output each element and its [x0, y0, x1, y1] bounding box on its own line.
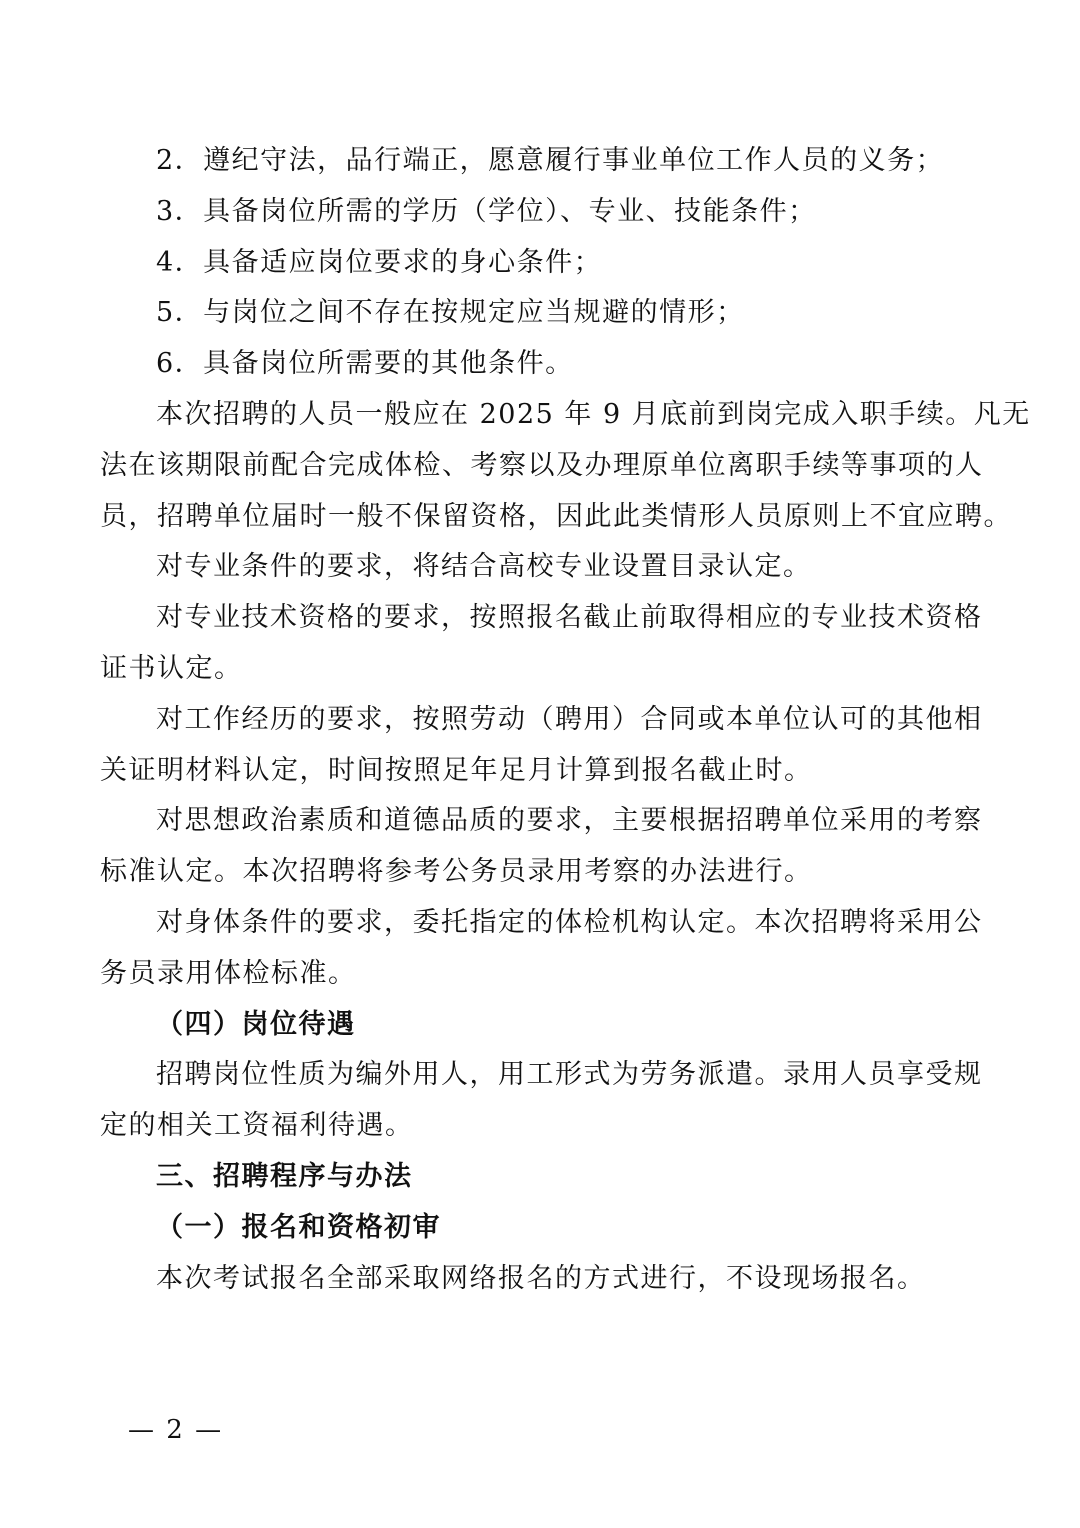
- document-body: [100, 136, 1031, 1304]
- paragraph-onboarding-line-1: 本次招聘的人员一般应在 2025 年 9 月底前到岗完成入职手续。凡无: [156, 398, 1031, 430]
- paragraph-onboarding-line-3: 员，招聘单位届时一般不保留资格，因此此类情形人员原则上不宜应聘。: [100, 500, 1012, 532]
- paragraph-experience-line-1: 对工作经历的要求，按照劳动（聘用）合同或本单位认可的其他相: [156, 703, 983, 735]
- condition-item-2: 2．遵纪守法，品行端正，愿意履行事业单位工作人员的义务；: [156, 145, 945, 176]
- condition-item-5: 5．与岗位之间不存在按规定应当规避的情形；: [156, 297, 745, 329]
- section-heading-registration: （一）报名和资格初审: [156, 1211, 441, 1243]
- section-heading-procedure: 三、招聘程序与办法: [156, 1160, 413, 1192]
- paragraph-health-line-2: 务员录用体检标准。: [100, 957, 357, 989]
- paragraph-ethics-line-2: 标准认定。本次招聘将参考公务员录用考察的办法进行。: [100, 856, 813, 888]
- paragraph-qualification-line-2: 证书认定。: [100, 652, 243, 684]
- paragraph-major-requirement: 对专业条件的要求，将结合高校专业设置目录认定。: [156, 551, 812, 583]
- paragraph-onboarding-line-2: 法在该期限前配合完成体检、考察以及办理原单位离职手续等事项的人: [100, 449, 984, 481]
- section-heading-benefits: （四）岗位待遇: [156, 1008, 356, 1040]
- paragraph-ethics-line-1: 对思想政治素质和道德品质的要求，主要根据招聘单位采用的考察: [156, 805, 983, 837]
- paragraph-registration: 本次考试报名全部采取网络报名的方式进行，不设现场报名。: [156, 1262, 926, 1294]
- condition-item-4: 4．具备适应岗位要求的身心条件；: [156, 246, 603, 278]
- condition-item-3: 3．具备岗位所需的学历（学位）、专业、技能条件；: [156, 195, 817, 227]
- paragraph-benefits-line-1: 招聘岗位性质为编外用人，用工形式为劳务派遣。录用人员享受规: [156, 1059, 983, 1091]
- paragraph-qualification-line-1: 对专业技术资格的要求，按照报名截止前取得相应的专业技术资格: [156, 602, 983, 634]
- paragraph-benefits-line-2: 定的相关工资福利待遇。: [100, 1110, 414, 1142]
- page-number: — 2 —: [128, 1415, 224, 1445]
- paragraph-experience-line-2: 关证明材料认定，时间按照足年足月计算到报名截止时。: [100, 754, 813, 786]
- paragraph-health-line-1: 对身体条件的要求，委托指定的体检机构认定。本次招聘将采用公: [156, 906, 983, 938]
- condition-item-6: 6．具备岗位所需要的其他条件。: [156, 348, 574, 380]
